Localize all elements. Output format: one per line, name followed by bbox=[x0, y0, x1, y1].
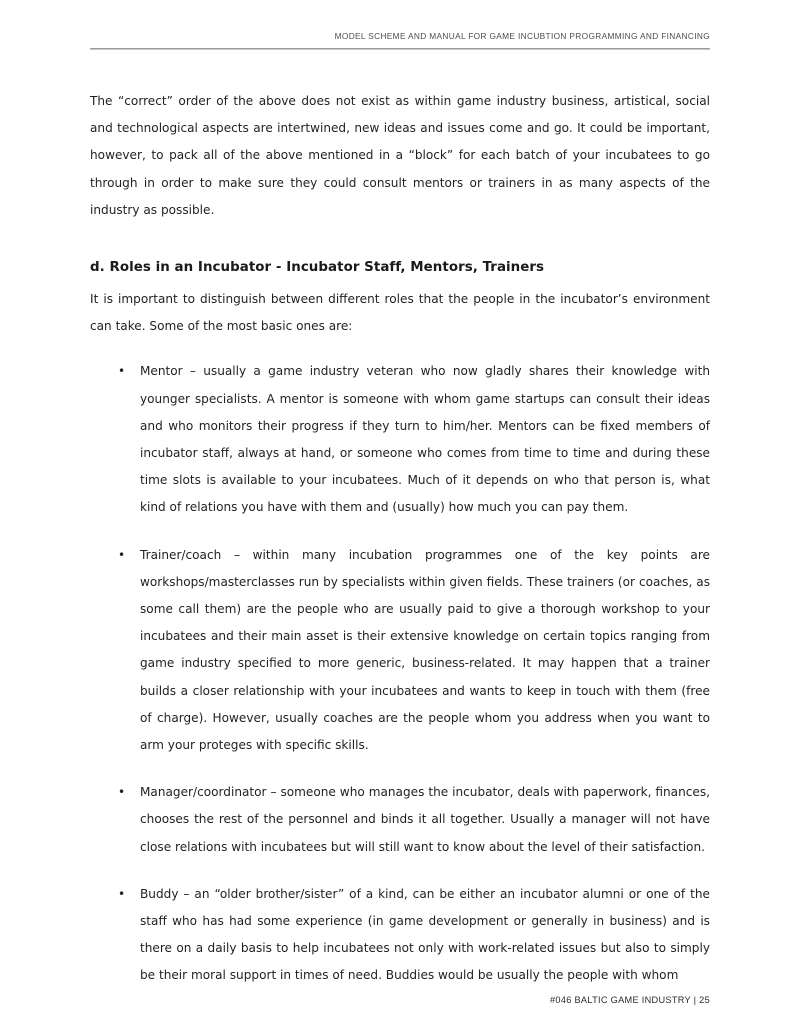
bullet-icon: • bbox=[118, 785, 126, 800]
list-item bbox=[90, 358, 710, 521]
role-description-manager-coordinator: Manager/coordinator – someone who manages the incubator, deals with paperwork, finances, chooses the rest of the personnel and binds it all together. Usually a manager will not have close relations with incubatees but will still want to know about the level of their satisfaction. bbox=[140, 785, 710, 854]
footer-page-label: #046 BALTIC GAME INDUSTRY | 25 bbox=[550, 995, 710, 1005]
paragraph-correct-order: The “correct” order of the above does not exist as within game industry business, artistical, social and technological aspects are intertwined, new ideas and issues come and go. It could be important, however, to pack all of the above mentioned in a “block” for each batch of your incubatees to go through in order to make sure they could consult mentors or trainers in as many aspects of the industry as possible. bbox=[90, 94, 710, 217]
list-item bbox=[90, 881, 710, 990]
list-item bbox=[90, 542, 710, 760]
bullet-icon: • bbox=[118, 364, 126, 379]
role-description-mentor: Mentor – usually a game industry veteran who now gladly shares their knowledge with younger specialists. A mentor is someone with whom game startups can consult their ideas and who monitors their progress if they turn to him/her. Mentors can be fixed members of incubator staff, always at hand, or someone who comes from time to time and during these time slots is available to your incubatees. Much of it depends on who that person is, what kind of relations you have with them and (usually) how much you can pay them. bbox=[140, 364, 710, 515]
section-heading-roles: d. Roles in an Incubator - Incubator Staff, Mentors, Trainers bbox=[90, 260, 545, 276]
roles-bullet-list bbox=[90, 358, 710, 989]
paragraph-section-intro: It is important to distinguish between different roles that the people in the incubator’s environment can take. Some of the most basic ones are: bbox=[90, 292, 710, 334]
header-divider-rule bbox=[90, 48, 710, 50]
list-item bbox=[90, 779, 710, 861]
role-description-buddy: Buddy – an “older brother/sister” of a kind, can be either an incubator alumni or one of the staff who has had some experience (in game development or generally in business) and is there on a daily basis to help incubatees not only with work-related issues but also to simply be their moral support in times of need. Buddies would be usually the people with whom bbox=[140, 886, 710, 983]
running-header bbox=[90, 32, 710, 50]
bullet-icon: • bbox=[118, 547, 126, 562]
running-footer bbox=[90, 988, 710, 1007]
bullet-icon: • bbox=[118, 886, 126, 901]
role-description-trainer-coach: Trainer/coach – within many incubation programmes one of the key points are workshops/masterclasses run by specialists within given fields. These trainers (or coaches, as some call them) are the people who are usually paid to give a thorough workshop to your incubatees and their main asset is their extensive knowledge on certain topics ranging from game industry specified to more generic, business-related. It may happen that a trainer builds a closer relationship with your incubatees and wants to keep in touch with them (free of charge). However, usually coaches are the people whom you address when you want to arm your proteges with specific skills. bbox=[140, 547, 710, 753]
document-body bbox=[90, 88, 710, 990]
running-header-title: MODEL SCHEME AND MANUAL FOR GAME INCUBTION PROGRAMMING AND FINANCING bbox=[334, 31, 710, 41]
